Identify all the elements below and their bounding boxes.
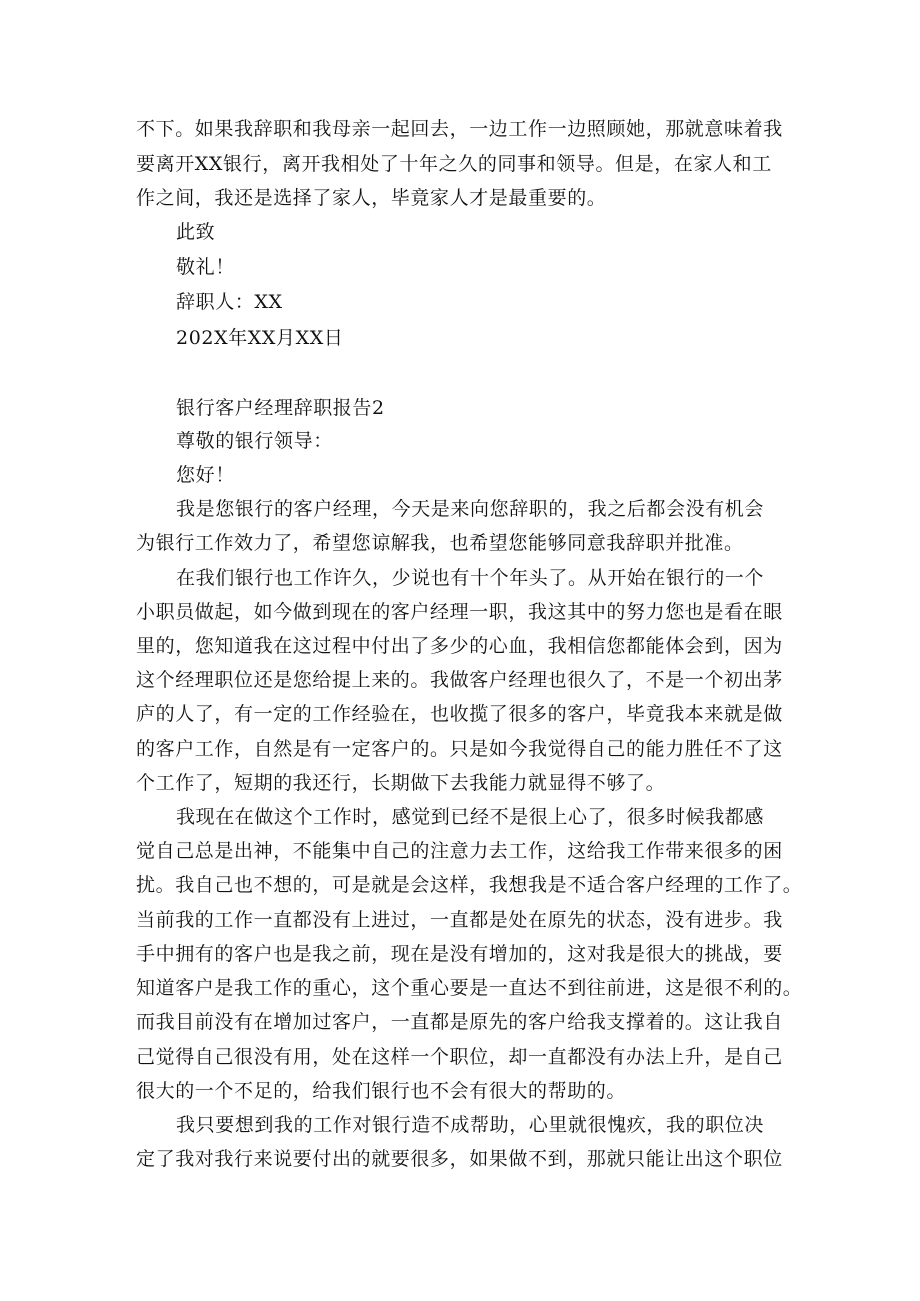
closing-salutation: 此致 <box>176 221 216 243</box>
paragraph-line: 我现在在做这个工作时，感觉到已经不是很上心了，很多时候我都感 <box>176 806 765 828</box>
paragraph-line: 的客户工作，自然是有一定客户的。只是如今我觉得自己的能力胜任不了这 <box>136 738 783 760</box>
paragraph-line: 我是您银行的客户经理，今天是来向您辞职的，我之后都会没有机会 <box>176 498 765 520</box>
paragraph-line: 为银行工作效力了，希望您谅解我，也希望您能够同意我辞职并批准。 <box>136 532 744 554</box>
paragraph-line: 个工作了，短期的我还行，长期做下去我能力就显得不够了。 <box>136 772 666 794</box>
paragraph-line: 庐的人了，有一定的工作经验在，也收揽了很多的客户，毕竟我本来就是做 <box>136 703 783 725</box>
paragraph-line: 而我目前没有在增加过客户，一直都是原先的客户给我支撑着的。这让我自 <box>136 1011 783 1033</box>
section-title: 银行客户经理辞职报告2 <box>176 397 385 419</box>
paragraph-line: 这个经理职位还是您给提上来的。我做客户经理也很久了，不是一个初出茅 <box>136 669 783 691</box>
paragraph-line: 里的，您知道我在这过程中付出了多少的心血，我相信您都能体会到，因为 <box>136 635 783 657</box>
paragraph-line: 己觉得自己很没有用，处在这样一个职位，却一直都没有办法上升，是自己 <box>136 1046 783 1068</box>
paragraph-line: 我只要想到我的工作对银行造不成帮助，心里就很愧疚，我的职位决 <box>176 1114 765 1136</box>
paragraph-line: 手中拥有的客户也是我之前，现在是没有增加的，这对我是很大的挑战，要 <box>136 943 783 965</box>
paragraph-line: 扰。我自己也不想的，可是就是会这样，我想我是不适合客户经理的工作了。 <box>136 874 803 896</box>
signature-line: 辞职人：XX <box>176 291 283 313</box>
paragraph-line: 觉自己总是出神，不能集中自己的注意力去工作，这给我工作带来很多的困 <box>136 840 783 862</box>
paragraph-line: 很大的一个不足的，给我们银行也不会有很大的帮助的。 <box>136 1080 627 1102</box>
paragraph-line: 作之间，我还是选择了家人，毕竟家人才是最重要的。 <box>136 187 607 209</box>
paragraph-line: 小职员做起，如今做到现在的客户经理一职，我这其中的努力您也是看在眼 <box>136 601 783 623</box>
letter-salutation: 尊敬的银行领导： <box>176 430 333 452</box>
closing-regards: 敬礼！ <box>176 256 235 278</box>
date-line: 202X年XX月XX日 <box>176 327 344 349</box>
paragraph-line: 要离开XX银行，离开我相处了十年之久的同事和领导。但是，在家人和工 <box>136 153 772 175</box>
paragraph-line: 在我们银行也工作许久，少说也有十个年头了。从开始在银行的一个 <box>176 567 765 589</box>
paragraph-line: 定了我对我行来说要付出的就要很多，如果做不到，那就只能让出这个职位 <box>136 1148 783 1170</box>
greeting: 您好！ <box>176 464 235 486</box>
paragraph-line: 不下。如果我辞职和我母亲一起回去，一边工作一边照顾她，那就意味着我 <box>136 118 783 140</box>
paragraph-line: 知道客户是我工作的重心，这个重心要是一直达不到往前进，这是很不利的。 <box>136 977 803 999</box>
paragraph-line: 当前我的工作一直都没有上进过，一直都是处在原先的状态，没有进步。我 <box>136 909 783 931</box>
